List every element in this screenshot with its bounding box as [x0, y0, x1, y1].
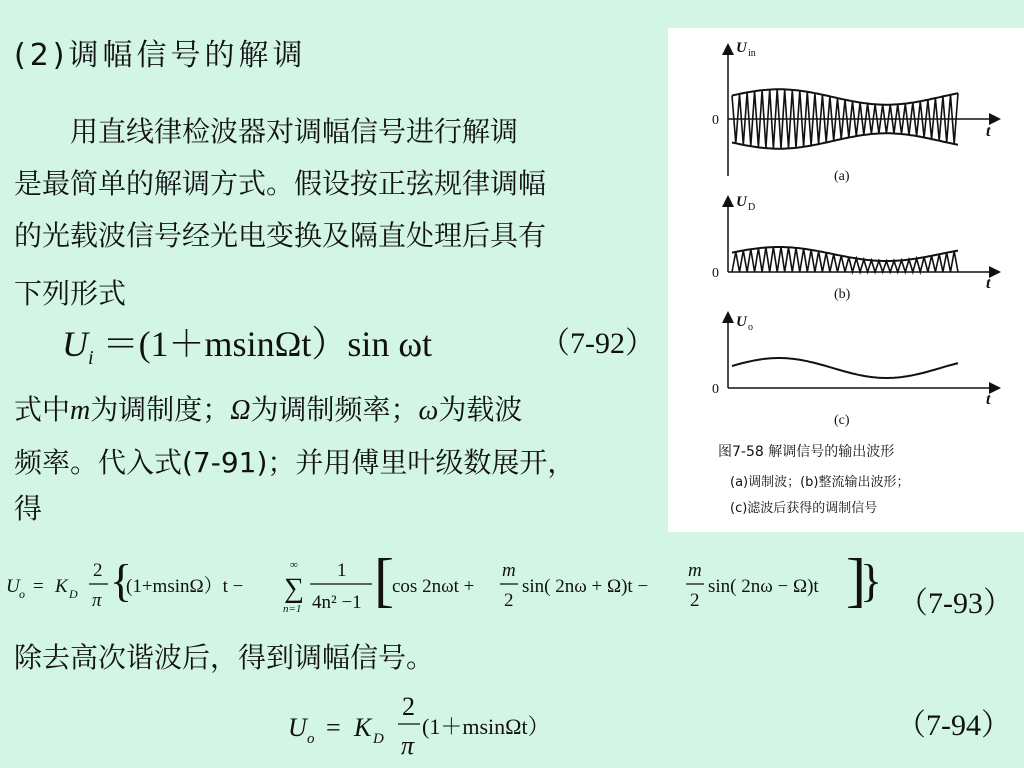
- eq-K-subscript: D: [373, 731, 384, 747]
- eq-rhs: ＝(1＋msinΩt）sin ωt: [102, 324, 433, 364]
- equation-7-92: [62, 316, 432, 370]
- equation-7-94: [280, 690, 600, 768]
- eq-bracket-c: sin( 2nω − Ω)t: [708, 576, 819, 597]
- eq-lhs-subscript: i: [88, 347, 94, 370]
- text-fragment: 式中: [14, 393, 71, 426]
- text-fragment: 为调制度；: [90, 393, 231, 426]
- figure-output-waveforms: [668, 28, 1024, 532]
- eq-frac2-numerator: 1: [337, 560, 347, 581]
- waveform-diagram: [668, 28, 1024, 532]
- panel-label-a: (a): [834, 169, 850, 184]
- rectified-wave-b: [732, 247, 958, 272]
- eq-lhs: U: [62, 324, 88, 364]
- symbol-omega-lower: ω: [418, 395, 439, 426]
- origin-b: 0: [712, 266, 719, 281]
- eq-lhs-subscript: o: [307, 731, 315, 747]
- eq-bracket-b: sin( 2nω + Ω)t −: [522, 576, 649, 597]
- ylabel-c-sub: o: [748, 322, 753, 333]
- filtered-signal-c: [732, 358, 958, 378]
- eq-lhs: U: [6, 576, 20, 597]
- eq-m-numerator: m: [688, 560, 702, 581]
- figure-caption-line2: (c)滤波后获得的调制信号: [730, 501, 878, 516]
- eq-frac-numerator: 2: [93, 560, 103, 581]
- panel-label-c: (c): [834, 413, 850, 428]
- sum-upper-limit: ∞: [290, 559, 298, 571]
- paragraph-definitions: [14, 384, 664, 535]
- equation-number-7-92: （7-92）: [540, 327, 655, 360]
- symbol-omega-upper: Ω: [230, 395, 251, 426]
- origin-c: 0: [712, 382, 719, 397]
- paragraph-line: [14, 384, 664, 437]
- bracket-right: ]: [846, 548, 866, 613]
- ylabel-a: U: [736, 40, 747, 56]
- eq-frac-denominator: π: [401, 731, 415, 760]
- origin-a: 0: [712, 113, 719, 128]
- xlabel-b: t: [986, 275, 991, 292]
- ylabel-b-sub: D: [748, 202, 756, 213]
- eq-K: K: [55, 576, 68, 597]
- eq-lhs-subscript: o: [19, 587, 25, 601]
- xlabel-c: t: [986, 391, 991, 408]
- paragraph-line: 下列形式: [14, 277, 127, 310]
- eq-equals: =: [33, 576, 44, 597]
- xlabel-a: t: [986, 123, 991, 140]
- eq-frac2-denominator: 4n² −1: [312, 592, 362, 613]
- sum-lower-limit: n=1: [283, 603, 302, 615]
- section-heading: (2)调幅信号的解调: [14, 38, 307, 73]
- paragraph-line: 频率。代入式(7-91)；并用傅里叶级数展开，: [14, 446, 576, 479]
- eq-K-subscript: D: [69, 587, 78, 601]
- eq-two-denominator: 2: [504, 590, 514, 611]
- eq-K: K: [354, 713, 372, 742]
- eq-frac-denominator: π: [92, 590, 102, 611]
- eq-lhs: U: [288, 713, 307, 742]
- symbol-m: m: [70, 395, 91, 426]
- figure-caption-line1: (a)调制波；(b)整流输出波形；: [730, 475, 910, 490]
- ylabel-a-sub: in: [748, 48, 756, 59]
- paragraph-line: 得: [14, 492, 43, 525]
- eq-frac-numerator: 2: [402, 692, 415, 721]
- brace-left: {: [110, 555, 133, 606]
- ylabel-c: U: [736, 314, 747, 330]
- eq-bracket-a: cos 2nωt +: [392, 576, 475, 597]
- text-fragment: 为调制频率；: [250, 393, 419, 426]
- paragraph-line: 用直线律检波器对调幅信号进行解调: [14, 115, 519, 148]
- text-fragment: 为载波: [438, 393, 523, 426]
- bracket-left: [: [374, 548, 394, 613]
- equation-number-7-94: （7-94）: [896, 709, 1011, 742]
- eq-m-numerator: m: [502, 560, 516, 581]
- eq-rhs: (1＋msinΩt）: [422, 714, 550, 739]
- paragraph-result: 除去高次谐波后，得到调幅信号。: [14, 641, 435, 674]
- panel-label-b: (b): [834, 287, 851, 302]
- eq-two-denominator: 2: [690, 590, 700, 611]
- paragraph-line: 的光载波信号经光电变换及隔直处理后具有: [14, 219, 547, 252]
- brace-right: }: [860, 555, 883, 606]
- eq-term1: (1+msinΩ）t −: [126, 576, 244, 597]
- sum-symbol: ∑: [284, 573, 304, 604]
- paragraph-intro: [14, 106, 664, 320]
- paragraph-line: 是最简单的解调方式。假设按正弦规律调幅: [14, 167, 547, 200]
- equation-7-93: [0, 548, 1024, 626]
- eq-equals: =: [326, 713, 341, 742]
- figure-caption-title: 图7-58 解调信号的输出波形: [718, 444, 895, 460]
- equation-number-7-93: （7-93）: [898, 587, 1013, 620]
- ylabel-b: U: [736, 194, 747, 210]
